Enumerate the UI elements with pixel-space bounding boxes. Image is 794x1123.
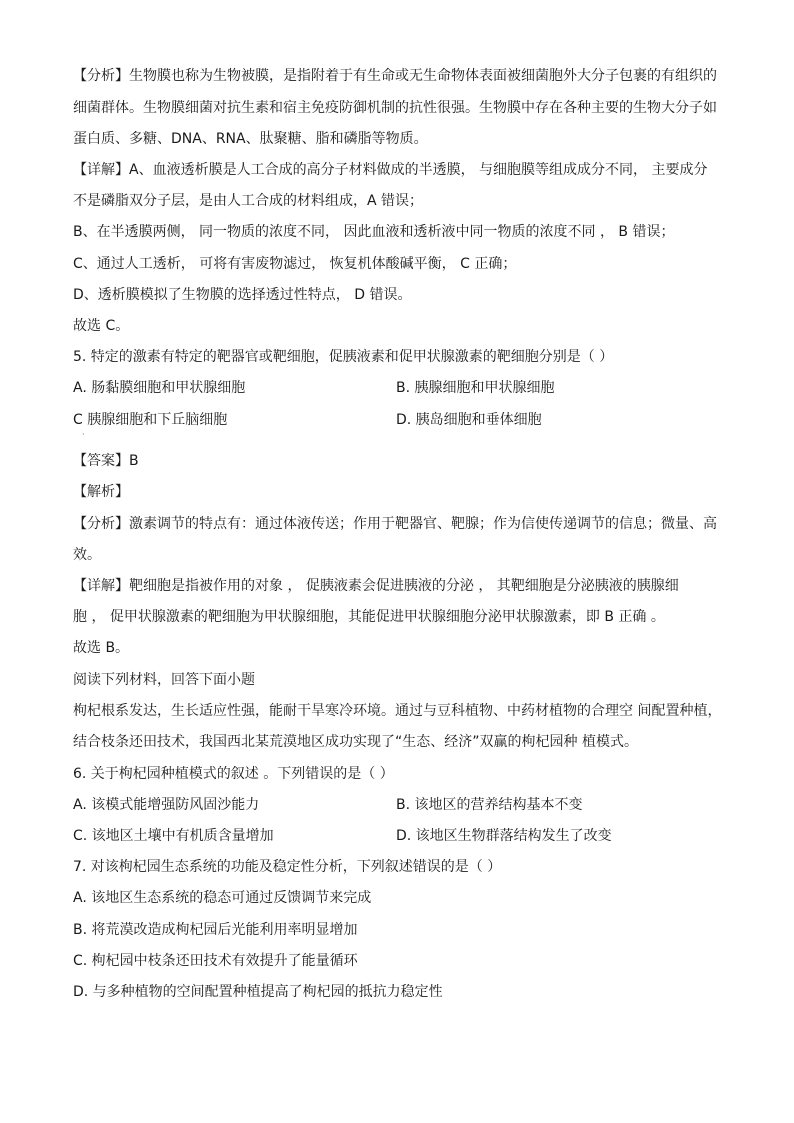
text-line: 胞 ， 促甲状腺激素的靶细胞为甲状腺细胞，其能促进甲状腺细胞分泌甲状腺激素，即 B 正确 。	[73, 609, 665, 625]
question-stem: 5. 特定的激素有特定的靶器官或靶细胞，促胰液素和促甲状腺激素的靶细胞分别是（ ）	[73, 349, 614, 365]
option-d: D. 胰岛细胞和垂体细胞	[396, 412, 542, 428]
text-span: 靶细胞是指被作用的对象 ， 促胰液素会促进胰液的分泌 ， 其靶细胞是分泌胰液的胰腺细	[129, 578, 679, 594]
text-line: B、在半透膜两侧， 同一物质的浓度不同， 因此血液和透析液中同一物质的浓度不同 ， B 错误；	[73, 224, 675, 240]
option-d: D. 与多种植物的空间配置种植提高了枸杞园的抵抗力稳定性	[73, 984, 443, 1000]
text-line: D、透析膜模拟了生物膜的选择透过性特点， D 错误。	[73, 287, 412, 303]
conclusion-line: 故选 C。	[73, 318, 130, 334]
analysis-paragraph-2	[73, 514, 717, 534]
option-c: C. 该地区土壤中有机质含量增加	[73, 828, 274, 844]
text-line: 效。	[73, 547, 101, 563]
reading-material-line: 枸杞根系发达，生长适应性强，能耐干旱寒冷环境。通过与豆科植物、中药材植物的合理空 间配置种植，	[73, 703, 722, 719]
question-stem: 7. 对该枸杞园生态系统的功能及稳定性分析，下列叙述错误的是（ ）	[73, 859, 502, 875]
question-stem: 6. 关于枸杞园种植模式的叙述 。下列错误的是（ ）	[73, 766, 394, 782]
text-span: 生物膜也称为生物被膜，是指附着于有生命或无生命物体表面被细菌胞外大分子包裹的有组织的	[129, 68, 717, 84]
conclusion-line: 故选 B。	[73, 640, 130, 656]
section-tag-answer: 【答案】	[73, 453, 129, 469]
detail-paragraph-2	[73, 576, 679, 596]
option-b: B. 胰腺细胞和甲状腺细胞	[396, 380, 555, 396]
section-tag-fenxi: 【分析】	[73, 68, 129, 84]
analysis-paragraph-1	[73, 66, 717, 86]
option-a: A. 该模式能增强防风固沙能力	[73, 797, 260, 813]
option-b: B. 该地区的营养结构基本不变	[396, 797, 583, 813]
text-line: 细菌群体。生物膜细菌对抗生素和宿主免疫防御机制的抗性很强。生物膜中存在各种主要的生物大分子如	[73, 100, 717, 116]
section-tag-xiangjie: 【详解】	[73, 578, 129, 594]
reading-material-line: 结合枝条还田技术，我国西北某荒漠地区成功实现了“生态、经济”双赢的枸杞园种 植模式。	[73, 734, 638, 750]
answer-value: B	[129, 453, 139, 469]
section-tag-jiexi: 【解析】	[73, 484, 129, 500]
text-line: 不是磷脂双分子层，是由人工合成的材料组成，A 错误；	[73, 193, 424, 209]
option-b: B. 将荒漠改造成枸杞园后光能利用率明显增加	[73, 922, 358, 938]
text-span: A、血液透析膜是人工合成的高分子材料做成的半透膜， 与细胞膜等组成成分不同， 主要成分	[129, 162, 708, 178]
option-c: C. 枸杞园中枝条还田技术有效提升了能量循环	[73, 953, 358, 969]
detail-paragraph-1	[73, 160, 707, 180]
section-tag-xiangjie: 【详解】	[73, 162, 129, 178]
answer-line	[73, 451, 139, 471]
section-tag-fenxi: 【分析】	[73, 516, 129, 532]
text-line: C、通过人工透析， 可将有害废物滤过， 恢复机体酸碱平衡， C 正确；	[73, 256, 517, 272]
option-a: A. 该地区生态系统的稳态可通过反馈调节来完成	[73, 890, 372, 906]
text-span: 激素调节的特点有：通过体液传送；作用于靶器官、靶腺；作为信使传递调节的信息；微量、高	[129, 516, 717, 532]
stray-dot: ·	[82, 430, 85, 439]
text-line: 蛋白质、多糖、DNA、RNA、肽聚糖、脂和磷脂等物质。	[73, 131, 428, 147]
reading-intro: 阅读下列材料，回答下面小题	[73, 672, 255, 688]
option-c: C 胰腺细胞和下丘脑细胞	[73, 412, 228, 428]
option-a: A. 肠黏膜细胞和甲状腺细胞	[73, 380, 246, 396]
option-d: D. 该地区生物群落结构发生了改变	[396, 828, 612, 844]
